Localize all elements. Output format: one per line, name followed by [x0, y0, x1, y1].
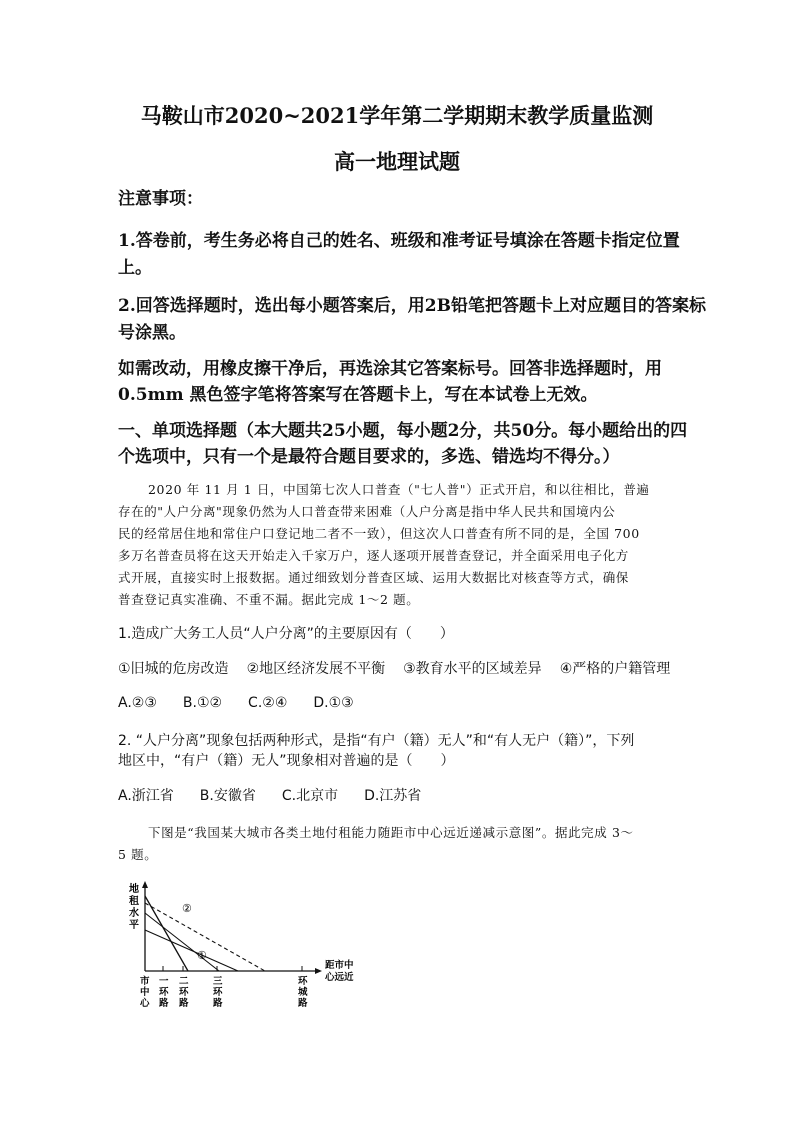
- question-2-stem-line2: 地区中，“有户（籍）无人”现象相对普遍的是（ ）: [118, 753, 455, 769]
- tick-label-char: 路: [159, 998, 169, 1008]
- rent-line-residential: [145, 930, 238, 971]
- tick-label-char: 一: [159, 976, 169, 987]
- y-axis-arrow: [142, 881, 148, 888]
- tick-label-char: 环: [213, 987, 223, 998]
- y-axis-label: 水: [129, 908, 139, 919]
- tick-label-ring-2: [179, 976, 189, 1008]
- passage-1-line: 存在的"人户分离"现象仍然为人口普查带来困难（人户分离是指中华人民共和国境内公: [118, 504, 616, 519]
- passage-1-line: 式开展，直接实时上报数据。通过细致划分普查区域、运用大数据比对核查等方式，确保: [118, 570, 629, 585]
- tick-label-char: 环: [298, 976, 308, 987]
- tick-label-char: 路: [213, 998, 223, 1008]
- curve-label-2: ②: [182, 902, 192, 915]
- passage-2-line2: 5 题。: [118, 847, 158, 862]
- question-2-stem-line1: 2. “人户分离”现象包括两种形式，是指“有户（籍）无人”和“有人无户（籍）”，下列: [118, 733, 635, 749]
- section-1-heading-line2: 个选项中，只有一个是最符合题目要求的，多选、错选均不得分。）: [118, 447, 620, 467]
- passage-1-line: 多万名普查员将在这天开始走入千家万户，逐人逐项开展普查登记，并全面采用电子化方: [118, 548, 629, 563]
- notice-item-1-line2: 上。: [118, 258, 152, 278]
- tick-label-ring-city: [298, 975, 308, 1008]
- tick-label-city-center: [140, 975, 150, 1008]
- answer-option: A.②③: [118, 695, 157, 711]
- tick-label-char: 心: [140, 998, 150, 1008]
- tick-label-char: 路: [298, 998, 308, 1008]
- question-1-item: ④严格的户籍管理: [559, 661, 671, 677]
- question-1-stem: 1.造成广大务工人员“人户分离”的主要原因有（ ）: [118, 626, 454, 642]
- tick-label-char: 路: [179, 998, 189, 1008]
- tick-label-char: 市: [140, 976, 150, 987]
- section-1-heading-line1: 一、单项选择题（本大题共25小题，每小题2分，共50分。每小题给出的四: [118, 421, 688, 441]
- notice-item-3-line2: 0.5mm 黑色签字笔将答案写在答题卡上，写在本试卷上无效。: [118, 385, 598, 405]
- passage-2-line1: 下图是“我国某大城市各类土地付租能力随距市中心远近递减示意图”。据此完成 3～: [148, 825, 634, 840]
- notice-heading: 注意事项：: [118, 189, 203, 209]
- tick-label-ring-3: [213, 976, 223, 1008]
- answer-option: D.江苏省: [364, 788, 422, 804]
- notice-item-1-line1: 1.答卷前，考生务必将自己的姓名、班级和准考证号填涂在答题卡指定位置: [118, 231, 680, 251]
- question-1-item: ②地区经济发展不平衡: [246, 661, 386, 677]
- passage-1-line: 普查登记真实准确、不重不漏。据此完成 1～2 题。: [118, 592, 420, 607]
- answer-option: C.②④: [248, 695, 288, 711]
- question-1-item: ①旧城的危房改造: [118, 661, 229, 677]
- notice-item-3-line1: 如需改动，用橡皮擦干净后，再选涂其它答案标号。回答非选择题时，用: [118, 359, 662, 379]
- tick-label-char: 环: [179, 987, 189, 998]
- question-2-options: [118, 785, 421, 807]
- curve-label-1: ①: [197, 949, 207, 962]
- land-rent-diagram: [115, 878, 365, 1008]
- tick-label-char: 环: [159, 987, 169, 998]
- x-axis-label: 距市中: [325, 960, 354, 971]
- notice-item-2-line1: 2.回答选择题时，选出每小题答案后，用2B铅笔把答题卡上对应题目的答案标: [118, 296, 706, 316]
- tick-label-char: 三: [213, 976, 223, 987]
- y-axis-label: 平: [129, 920, 139, 931]
- answer-option: B.①②: [182, 695, 223, 711]
- question-1-items: [118, 658, 670, 680]
- tick-label-char: 城: [298, 987, 308, 998]
- notice-item-2-line2: 号涂黑。: [118, 323, 186, 343]
- answer-option: D.①③: [313, 695, 354, 711]
- answer-option: A.浙江省: [118, 788, 174, 804]
- answer-option: C.北京市: [281, 788, 339, 804]
- passage-1-line: 2020 年 11 月 1 日，中国第七次人口普查（"七人普"）正式开启，和以往相比，普遍: [148, 482, 650, 497]
- passage-1-line: 民的经常居住地和常住户口登记地二者不一致），但这次人口普查有所不同的是，全国 700: [118, 526, 640, 541]
- x-axis-label: 心远近: [325, 972, 354, 983]
- tick-label-char: 中: [140, 987, 150, 998]
- answer-option: B.安徽省: [199, 788, 256, 804]
- question-1-item: ③教育水平的区域差异: [403, 661, 542, 677]
- tick-label-char: 二: [179, 976, 189, 987]
- rent-line-1: [145, 913, 219, 971]
- page-title: 马鞍山市2020~2021学年第二学期期末教学质量监测: [140, 103, 654, 128]
- y-axis-label: 租: [129, 896, 139, 907]
- x-axis-arrow: [315, 968, 322, 974]
- y-axis-label: 地: [129, 884, 139, 895]
- question-1-options: [118, 692, 354, 714]
- page-subtitle: 高一地理试题: [334, 149, 460, 174]
- tick-label-ring-1: [159, 976, 169, 1008]
